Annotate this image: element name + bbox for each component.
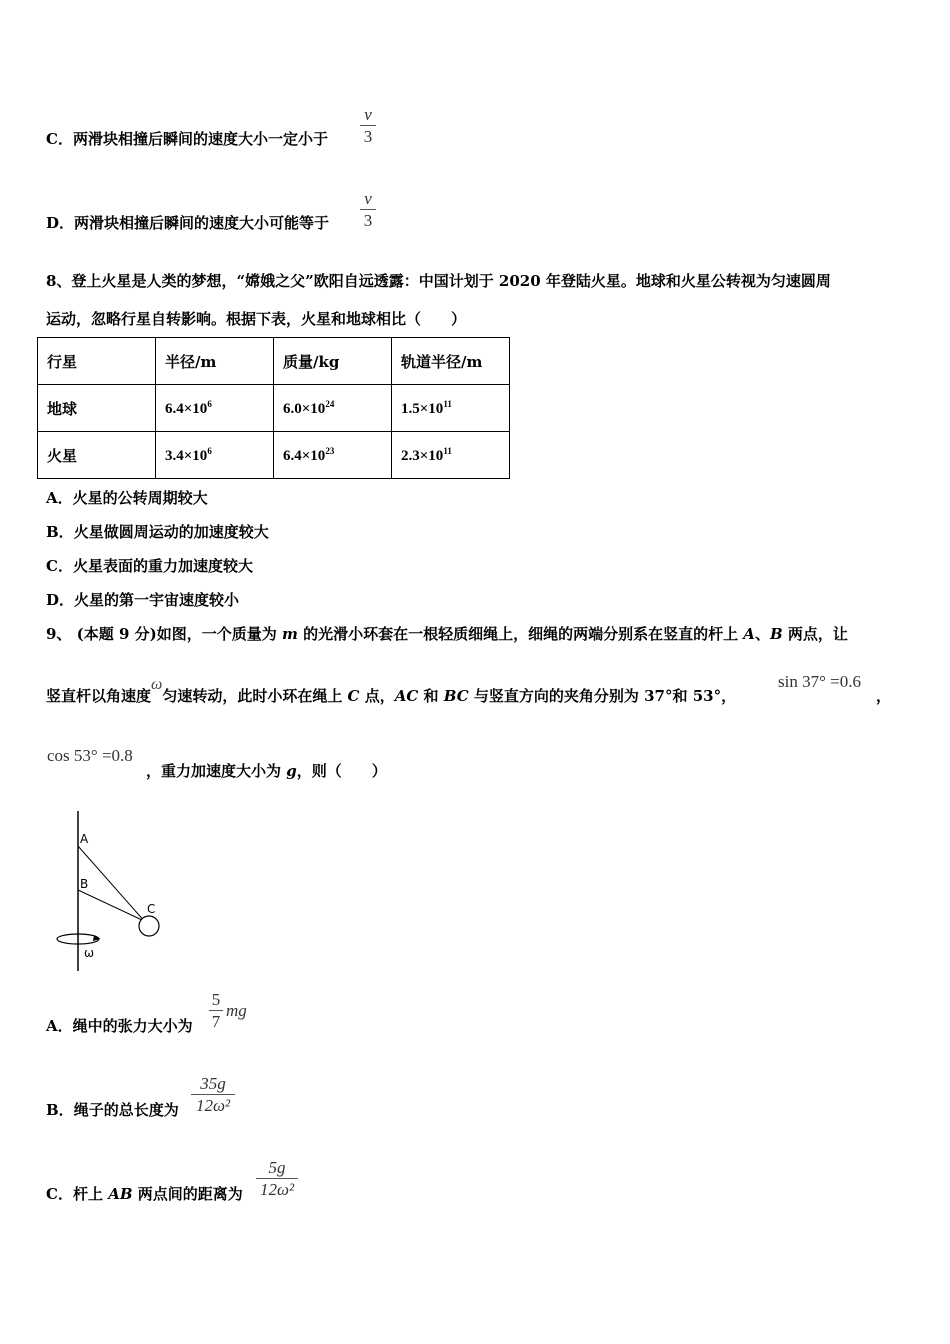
q8-stem-line1: 8、登上火星是人类的梦想，“嫦娥之父”欧阳自远透露：中国计划于 2020 年登陆火星。地球和火星公转视为匀速圆周 xyxy=(46,272,831,290)
frac-num: v xyxy=(364,105,372,124)
planet-table xyxy=(37,337,510,479)
table-header: 半径/m xyxy=(156,338,274,385)
table-cell: $6.4\times 10^6$ xyxy=(156,385,274,432)
q9-option-a: A．绳中的张力大小为 xyxy=(46,1017,193,1035)
q9-option-b: B．绳子的总长度为 xyxy=(46,1101,179,1119)
omega-symbol: ω xyxy=(151,676,163,693)
q8-option-c: C．火星表面的重力加速度较大 xyxy=(46,557,253,575)
q8-stem-line2: 运动，忽略行星自转影响。根据下表，火星和地球相比（ ） xyxy=(46,310,467,328)
rope-bc xyxy=(78,890,142,920)
label-b: B xyxy=(80,877,89,891)
fraction-5g-over-12w2: 5g 12ω² xyxy=(256,1159,298,1198)
q8-option-b: B．火星做圆周运动的加速度较大 xyxy=(46,523,269,541)
q8-option-a: A．火星的公转周期较大 xyxy=(46,489,208,507)
table-header: 质量/kg xyxy=(274,338,392,385)
q9-stem-line2: 竖直杆以角速度ω匀速转动，此时小环在绳上 C 点，AC 和 BC 与竖直方向的夹角分别为 37°和 53°， xyxy=(46,676,737,705)
fraction-5-over-7: 5 7 xyxy=(209,991,223,1030)
rotating-rod-figure xyxy=(50,808,170,976)
q9-stem-line1: 9、 (本题 9 分)如图，一个质量为 m 的光滑小环套在一根轻质细绳上，细绳的两端分别系在竖直的杆上 A、B 两点，让 xyxy=(46,625,848,643)
mg-term: mg xyxy=(226,1001,247,1020)
table-cell: $6.4\times 10^{23}$ xyxy=(274,432,392,479)
table-cell: 火星 xyxy=(38,432,156,479)
q8-option-d: D．火星的第一宇宙速度较小 xyxy=(46,591,240,609)
ring xyxy=(139,916,159,936)
sin-expression: sin 37° =0.6 xyxy=(778,672,861,691)
comma: ， xyxy=(876,687,892,705)
frac-den: 3 xyxy=(363,211,373,230)
table-header-row xyxy=(38,338,510,385)
q7-option-d xyxy=(46,212,329,233)
option-text: 两滑块相撞后瞬间的速度大小可能等于 xyxy=(74,214,330,232)
fraction-v-over-3 xyxy=(360,190,376,229)
option-text: 两滑块相撞后瞬间的速度大小一定小于 xyxy=(72,130,328,148)
fraction-v-over-3 xyxy=(360,106,376,145)
fraction-35g-over-12w2: 35g 12ω² xyxy=(191,1075,235,1114)
option-letter: D． xyxy=(46,214,75,232)
label-omega: ω xyxy=(84,946,95,960)
q7-option-c xyxy=(46,128,328,149)
table-row xyxy=(38,432,510,479)
table-cell: $1.5\times 10^{11}$ xyxy=(392,385,510,432)
table-cell: $6.0\times 10^{24}$ xyxy=(274,385,392,432)
table-cell: 地球 xyxy=(38,385,156,432)
label-c: C xyxy=(147,902,156,916)
table-row xyxy=(38,385,510,432)
frac-den: 3 xyxy=(363,127,373,146)
q9-stem-line3: ，重力加速度大小为 g，则（ ） xyxy=(146,762,387,780)
table-header: 行星 xyxy=(38,338,156,385)
option-letter: C． xyxy=(46,130,73,148)
table-cell: $2.3\times 10^{11}$ xyxy=(392,432,510,479)
table-header: 轨道半径/m xyxy=(392,338,510,385)
cos-expression: cos 53° =0.8 xyxy=(47,746,133,765)
q9-option-c: C．杆上 AB 两点间的距离为 xyxy=(46,1185,243,1203)
table-cell: $3.4\times 10^6$ xyxy=(156,432,274,479)
frac-num: v xyxy=(364,189,372,208)
label-a: A xyxy=(80,832,89,846)
